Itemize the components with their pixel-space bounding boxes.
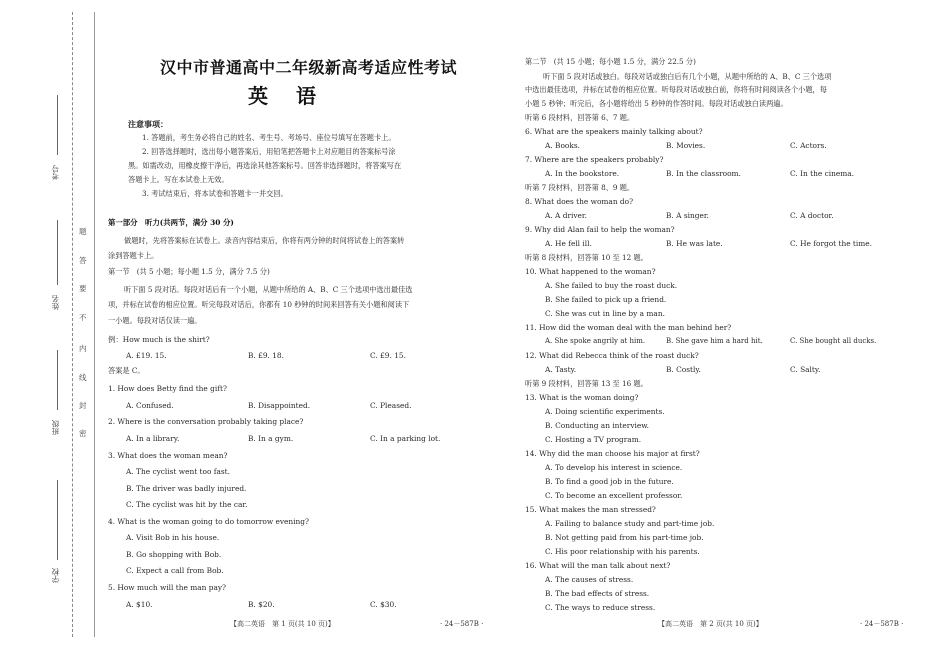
option: C. To become an excellent professor. <box>545 491 683 500</box>
option: C. His poor relationship with his parents. <box>545 547 700 556</box>
option: B. Costly. <box>666 365 701 374</box>
example-option: C. £9. 15. <box>370 351 406 360</box>
material-heading: 听第 9 段材料，回答第 13 至 16 题。 <box>525 379 648 388</box>
example-option: B. £9. 18. <box>248 351 284 360</box>
option: B. In the classroom. <box>666 169 741 178</box>
option: C. Pleased. <box>370 401 412 410</box>
question: 10. What happened to the woman? <box>525 267 656 276</box>
option: C. She bought all ducks. <box>790 337 877 345</box>
option: A. Books. <box>545 141 580 150</box>
option: B. The bad effects of stress. <box>545 589 650 598</box>
notice-item: 答题卡上。写在本试卷上无效。 <box>128 175 229 184</box>
notice-item: 1. 答题前，考生务必将自己的姓名、考生号、考场号、座位号填写在答题卡上。 <box>142 133 396 142</box>
material-heading: 听第 6 段材料，回答第 6、7 题。 <box>525 113 635 122</box>
seal-char: 要 <box>79 284 87 293</box>
option: B. A singer. <box>666 211 709 220</box>
question: 6. What are the speakers mainly talking about? <box>525 127 703 136</box>
section2-title: 第二节 (共 15 小题；每小题 1.5 分，满分 22.5 分) <box>525 57 696 66</box>
subject-title: 英 语 <box>248 84 320 108</box>
example-answer: 答案是 C。 <box>108 366 145 375</box>
question: 12. What did Rebecca think of the roast duck? <box>525 351 699 360</box>
option: B. $20. <box>248 600 275 609</box>
part1-intro: 涂到答题卡上。 <box>108 251 159 260</box>
option: A. The causes of stress. <box>545 575 634 584</box>
option: A. She failed to buy the roast duck. <box>545 281 678 290</box>
option: C. He forgot the time. <box>790 239 872 248</box>
exam-no-label: 考号 <box>51 165 60 180</box>
question: 7. Where are the speakers probably? <box>525 155 664 164</box>
option: B. To find a good job in the future. <box>545 477 674 486</box>
option: B. Disappointed. <box>248 401 311 410</box>
footer-code-right: · 24－587B · <box>860 620 904 628</box>
footer-page-left: 【高二英语 第 1 页(共 10 页)】 <box>230 620 335 628</box>
option: A. She spoke angrily at him. <box>545 337 646 345</box>
section1-title: 第一节 (共 5 小题；每小题 1.5 分，满分 7.5 分) <box>108 267 270 276</box>
question: 2. Where is the conversation probably taking place? <box>108 417 304 426</box>
class-label: 班级 <box>51 420 60 435</box>
option: A. $10. <box>126 600 153 609</box>
option: B. In a gym. <box>248 434 294 443</box>
question: 5. How much will the man pay? <box>108 583 227 592</box>
option: C. In a parking lot. <box>370 434 441 443</box>
question: 13. What is the woman doing? <box>525 393 639 402</box>
option: A. In the bookstore. <box>545 169 620 178</box>
section1-intro: 听下面 5 段对话。每段对话后有一个小题，从题中所给的 A、B、C 三个选项中选出最佳选 <box>124 285 413 294</box>
option: A. He fell ill. <box>545 239 592 248</box>
question: 8. What does the woman do? <box>525 197 634 206</box>
option: A. The cyclist went too fast. <box>126 467 230 476</box>
option: C. Salty. <box>790 365 821 374</box>
footer-page-right: 【高二英语 第 2 页(共 10 页)】 <box>658 620 763 628</box>
option: B. Not getting paid from his part-time job. <box>545 533 704 542</box>
question: 16. What will the man talk about next? <box>525 561 671 570</box>
seal-char: 线 <box>79 373 87 382</box>
option: B. Conducting an interview. <box>545 421 650 430</box>
footer-code-left: · 24－587B · <box>440 620 484 628</box>
option: B. She gave him a hard hit. <box>666 337 763 345</box>
material-heading: 听第 7 段材料，回答第 8、9 题。 <box>525 183 635 192</box>
question: 1. How does Betty find the gift? <box>108 384 227 393</box>
notice-item: 2. 回答选择题时，选出每小题答案后，用铅笔把答题卡上对应题目的答案标号涂 <box>142 147 396 156</box>
option: C. A doctor. <box>790 211 834 220</box>
option: C. The cyclist was hit by the car. <box>126 500 248 509</box>
section2-intro: 小题 5 秒钟；听完后，各小题将给出 5 秒钟的作答时间。每段对话或独白读两遍。 <box>525 99 788 108</box>
example-question: 例：How much is the shirt? <box>108 335 210 344</box>
binding-dashed-line-inner <box>94 12 95 637</box>
option: A. Doing scientific experiments. <box>545 407 665 416</box>
part1-title: 第一部分 听力(共两节，满分 30 分) <box>108 218 234 227</box>
seal-char: 答 <box>79 256 87 265</box>
name-line <box>57 220 59 285</box>
option: C. Actors. <box>790 141 827 150</box>
question: 3. What does the woman mean? <box>108 451 228 460</box>
question: 4. What is the woman going to do tomorrow evening? <box>108 517 309 526</box>
option: B. He was late. <box>666 239 723 248</box>
section1-intro: 项，并标在试卷的相应位置。听完每段对话后，你都有 10 秒钟的时间来回答有关小题和阅读下 <box>108 300 410 309</box>
option: A. Failing to balance study and part-time job. <box>545 519 715 528</box>
option: B. Go shopping with Bob. <box>126 550 222 559</box>
option: C. In the cinema. <box>790 169 854 178</box>
exam-no-line <box>57 95 59 155</box>
binding-dashed-line <box>72 12 73 637</box>
question: 9. Why did Alan fail to help the woman? <box>525 225 675 234</box>
option: C. The ways to reduce stress. <box>545 603 656 612</box>
material-heading: 听第 8 段材料，回答第 10 至 12 题。 <box>525 253 648 262</box>
exam-title: 汉中市普通高中二年级新高考适应性考试 <box>160 58 458 77</box>
notice-item: 3. 考试结束后，将本试卷和答题卡一并交回。 <box>142 189 288 198</box>
section2-intro: 中选出最佳选项，并标在试卷的相应位置。听每段对话或独白前，你将有时间阅读各个小题，每 <box>525 85 827 94</box>
question: 15. What makes the man stressed? <box>525 505 656 514</box>
notice-item: 黑。如需改动，用橡皮擦干净后，再选涂其他答案标号。回答非选择题时，将答案写在 <box>128 161 402 170</box>
example-option: A. £19. 15. <box>126 351 167 360</box>
section2-intro: 听下面 5 段对话或独白。每段对话或独白后有几个小题，从题中所给的 A、B、C 三个选项 <box>543 72 832 81</box>
question: 14. Why did the man choose his major at first? <box>525 449 700 458</box>
seal-char: 题 <box>79 227 87 236</box>
seal-char: 封 <box>79 401 87 410</box>
option: C. $30. <box>370 600 397 609</box>
seal-char: 密 <box>79 429 87 438</box>
question: 11. How did the woman deal with the man behind her? <box>525 323 732 332</box>
option: A. A driver. <box>545 211 587 220</box>
seal-char: 内 <box>79 344 87 353</box>
option: A. Confused. <box>126 401 174 410</box>
class-line <box>57 350 59 410</box>
option: B. Movies. <box>666 141 706 150</box>
option: B. The driver was badly injured. <box>126 484 247 493</box>
option: C. She was cut in line by a man. <box>545 309 665 318</box>
part1-intro: 做题时，先将答案标在试卷上。录音内容结束后，你将有两分钟的时间将试卷上的答案转 <box>124 236 405 245</box>
school-label: 学校 <box>51 568 60 583</box>
school-line <box>57 480 59 560</box>
option: A. To develop his interest in science. <box>545 463 683 472</box>
option: A. In a library. <box>126 434 180 443</box>
section1-intro: 一小题。每段对话仅读一遍。 <box>108 316 202 325</box>
seal-char: 不 <box>79 313 87 322</box>
option: C. Expect a call from Bob. <box>126 566 224 575</box>
option: A. Visit Bob in his house. <box>126 533 220 542</box>
option: C. Hosting a TV program. <box>545 435 642 444</box>
option: B. She failed to pick up a friend. <box>545 295 667 304</box>
name-label: 姓名 <box>51 295 60 310</box>
notice-title: 注意事项： <box>128 119 168 129</box>
option: A. Tasty. <box>545 365 577 374</box>
